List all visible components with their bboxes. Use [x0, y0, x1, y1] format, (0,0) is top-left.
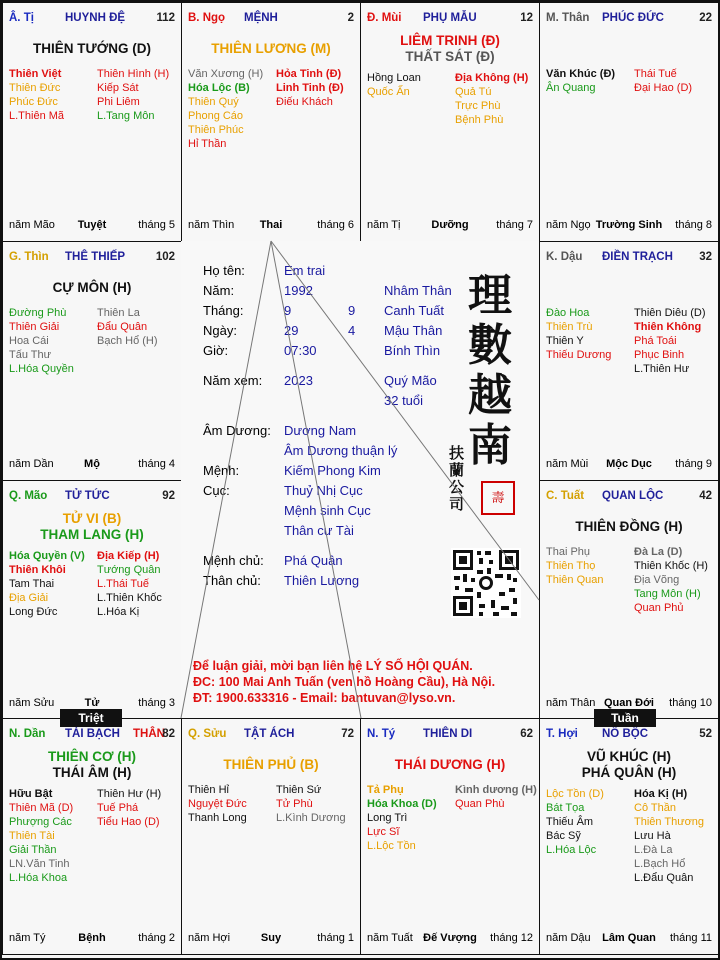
footer-year: năm Tuất — [367, 932, 413, 944]
minor-star: L.Hóa Kị — [97, 606, 140, 618]
footer-month: tháng 9 — [675, 458, 712, 470]
footer-trang-sinh: Đế Vượng — [423, 932, 477, 944]
minor-star: Thiên Quan — [546, 574, 604, 586]
minor-star: Bát Tọa — [546, 802, 585, 814]
minor-star: Long Đức — [9, 606, 58, 618]
main-star: THÁI ÂM (H) — [52, 765, 132, 780]
minor-star: L.Thái Tuế — [97, 578, 149, 590]
value-than-chu: Thiên Lương — [284, 573, 360, 588]
footer-trang-sinh: Quan Đới — [604, 697, 654, 709]
minor-star: Hóa Lộc (B) — [188, 82, 250, 94]
minor-star: Thiên Quý — [188, 96, 239, 108]
palace-name: PHÚC ĐỨC — [602, 12, 664, 24]
palace-name: THÊ THIẾP — [65, 251, 126, 263]
value-gio-can-chi: Bính Thìn — [384, 343, 441, 358]
footer-month: tháng 3 — [138, 697, 175, 709]
palace-can-chi: T. Hợi — [546, 728, 578, 740]
footer-trang-sinh: Tử — [84, 697, 100, 709]
minor-star: Thiếu Âm — [546, 816, 594, 828]
main-star: VŨ KHÚC (H) — [587, 749, 671, 764]
minor-star: Bác Sỹ — [546, 830, 581, 842]
palace-dai-han-age: 12 — [520, 12, 533, 24]
minor-star: Thanh Long — [188, 812, 247, 824]
minor-star: Trực Phù — [455, 100, 501, 112]
minor-star: Hỉ Thần — [188, 138, 227, 150]
minor-star: Hóa Quyền (V) — [9, 550, 85, 562]
value-thang-am: 9 — [348, 303, 356, 318]
minor-star: Văn Xương (H) — [188, 68, 264, 80]
minor-star: L.Lộc Tồn — [367, 840, 416, 852]
minor-star: Lộc Tồn (D) — [546, 788, 604, 800]
minor-star: Thai Phụ — [546, 546, 591, 558]
calligraphy-logo: 理 數 越 南 — [468, 270, 512, 471]
minor-star: Thiên Hư (H) — [97, 788, 162, 800]
minor-star: Thiên Diêu (D) — [634, 307, 706, 319]
minor-star: Bạch Hổ (H) — [97, 335, 158, 347]
palace-can-chi: M. Thân — [546, 12, 590, 24]
minor-star: Quốc Ấn — [367, 86, 410, 98]
footer-trang-sinh: Bệnh — [78, 932, 106, 944]
palace-can-chi: Q. Mão — [9, 490, 48, 502]
main-star: THẤT SÁT (Đ) — [405, 49, 495, 64]
value-gio: 07:30 — [284, 343, 317, 358]
footer-month: tháng 5 — [138, 219, 175, 231]
value-nam-can-chi: Nhâm Thân — [384, 283, 452, 298]
value-thang-can-chi: Canh Tuất — [384, 303, 444, 318]
minor-star: Địa Giải — [9, 592, 49, 604]
footer-year: năm Ngọ — [546, 219, 591, 231]
minor-star: Đại Hao (D) — [634, 82, 693, 94]
palace-name: HUYNH ĐỆ — [65, 12, 126, 24]
footer-year: năm Sửu — [9, 697, 55, 709]
minor-star: Đẩu Quân — [97, 321, 148, 333]
minor-star: Đường Phù — [9, 307, 67, 319]
minor-star: Linh Tinh (Đ) — [276, 82, 344, 94]
main-star: LIÊM TRINH (Đ) — [400, 33, 500, 48]
palace-dai-han-age: 52 — [699, 728, 712, 740]
palace-can-chi: Â. Tị — [9, 12, 34, 24]
palace-can-chi: Q. Sửu — [188, 728, 227, 740]
minor-star: Tả Phụ — [367, 784, 404, 796]
minor-star: Tam Thai — [9, 578, 55, 590]
footer-year: năm Tị — [367, 219, 401, 231]
label-thang: Tháng: — [203, 303, 244, 318]
value-tuoi: 32 tuổi — [384, 393, 424, 408]
palace-dai-han-age: 112 — [156, 12, 175, 24]
minor-star: Điếu Khách — [276, 96, 333, 108]
footer-trang-sinh: Dưỡng — [431, 219, 469, 231]
value-am-duong-ly: Âm Dương thuận lý — [284, 443, 398, 458]
minor-star: Kiếp Sát — [97, 82, 139, 94]
line-menh-quan — [271, 241, 539, 600]
minor-star: Địa Kiếp (H) — [97, 550, 160, 562]
palace-dai-han-age: 92 — [162, 490, 175, 502]
footer-year: năm Thìn — [188, 219, 235, 231]
footer-year: năm Hợi — [188, 932, 231, 944]
minor-star: Hồng Loan — [367, 72, 421, 84]
palace-can-chi: K. Dậu — [546, 251, 583, 263]
minor-star: Phượng Các — [9, 816, 72, 828]
value-ngay-am: 4 — [348, 323, 356, 338]
footer-trang-sinh: Trường Sinh — [595, 219, 663, 231]
minor-star: L.Thiên Mã — [9, 110, 65, 122]
palace-name: QUAN LỘC — [602, 490, 664, 502]
label-than-chu: Thân chủ: — [203, 573, 261, 588]
palace-name: ĐIỀN TRẠCH — [602, 251, 673, 263]
value-nam-xem: 2023 — [284, 373, 313, 388]
minor-star: Địa Không (H) — [455, 72, 529, 84]
footer-trang-sinh: Thai — [259, 219, 283, 231]
value-ngay-can-chi: Mậu Thân — [384, 323, 443, 338]
main-star: THÁI DƯƠNG (H) — [394, 757, 506, 772]
footer-month: tháng 1 — [317, 932, 354, 944]
palace-name: TÀI BẠCH — [65, 728, 120, 740]
main-star: CỰ MÔN (H) — [52, 280, 132, 295]
minor-star: Quan Phù — [455, 798, 505, 810]
value-thang: 9 — [284, 303, 292, 318]
minor-star: Thiên La — [97, 307, 140, 319]
palace-dai-han-age: 2 — [347, 12, 354, 24]
minor-star: L.Thiên Khốc — [97, 592, 162, 604]
minor-star: Thiên Thương — [634, 816, 705, 828]
label-gio: Giờ: — [203, 343, 229, 358]
minor-star: LN.Văn Tinh — [9, 858, 70, 870]
minor-star: Tử Phù — [276, 798, 313, 810]
minor-star: Tuế Phá — [97, 802, 139, 814]
minor-star: Hữu Bật — [9, 788, 53, 800]
footer-year: năm Mùi — [546, 458, 589, 470]
palace-name: MỆNH — [244, 12, 278, 24]
minor-star: Địa Võng — [634, 574, 680, 586]
minor-star: Văn Khúc (Đ) — [546, 68, 616, 80]
palace-name: THIÊN DI — [423, 728, 473, 740]
footer-year: năm Mão — [9, 219, 55, 231]
minor-star: Kình dương (H) — [455, 784, 537, 796]
main-star: THIÊN ĐỒNG (H) — [575, 519, 683, 534]
value-cuc: Thuỷ Nhị Cục — [284, 483, 363, 498]
minor-star: Thiên Tài — [9, 830, 55, 842]
footer-month: tháng 12 — [490, 932, 533, 944]
minor-star: Tang Môn (H) — [634, 588, 701, 600]
minor-star: Quan Phủ — [634, 602, 684, 614]
minor-star: Tướng Quân — [97, 564, 161, 576]
palace-dai-han-age: 62 — [520, 728, 533, 740]
value-nam: 1992 — [284, 283, 313, 298]
footer-trang-sinh: Mộc Dục — [606, 458, 652, 470]
footer-year: năm Dậu — [546, 932, 591, 944]
palace-dai-han-age: 22 — [699, 12, 712, 24]
minor-star: Thiên Hỉ — [188, 784, 229, 796]
value-than-cu: Thân cư Tài — [284, 523, 354, 538]
minor-star: Phúc Đức — [9, 96, 58, 108]
minor-star: L.Hóa Quyền — [9, 363, 74, 375]
palace-name: TẬT ÁCH — [244, 728, 295, 740]
minor-star: L.Đà La — [634, 844, 673, 856]
main-star: THIÊN PHỦ (B) — [223, 757, 319, 772]
palace-can-chi: C. Tuất — [546, 490, 585, 502]
minor-star: Thiên Mã (D) — [9, 802, 74, 814]
palace-can-chi: G. Thìn — [9, 251, 49, 263]
palace-dai-han-age: 32 — [699, 251, 712, 263]
minor-star: L.Thiên Hư — [634, 363, 690, 375]
minor-star: Thiên Trù — [546, 321, 593, 333]
contact-line-1: Để luận giải, mời bạn liên hệ LÝ SỐ HỘI QUÁN. — [193, 659, 473, 673]
minor-star: Thiên Giải — [9, 321, 60, 333]
value-ho-ten: Em trai — [284, 263, 326, 278]
minor-star: Thiên Việt — [9, 68, 62, 80]
minor-star: Cô Thần — [634, 802, 676, 814]
palace-dai-han-age: 72 — [341, 728, 354, 740]
palace-can-chi: B. Ngọ — [188, 12, 226, 24]
label-am-duong: Âm Dương: — [203, 423, 271, 438]
footer-year: năm Thân — [546, 697, 596, 709]
footer-trang-sinh: Mộ — [84, 458, 100, 470]
label-ho-ten: Họ tên: — [203, 263, 245, 278]
main-star: THIÊN TƯỚNG (D) — [33, 41, 151, 56]
value-nam-xem-can-chi: Quý Mão — [384, 373, 437, 388]
minor-star: Nguyệt Đức — [188, 798, 247, 810]
palace-dai-han-age: 82 — [162, 728, 175, 740]
value-am-duong: Dương Nam — [284, 423, 357, 438]
minor-star: L.Kình Dương — [276, 812, 346, 824]
label-menh: Mệnh: — [203, 463, 240, 478]
footer-month: tháng 10 — [669, 697, 712, 709]
minor-star: L.Bạch Hổ — [634, 858, 686, 870]
footer-trang-sinh: Lâm Quan — [602, 932, 656, 944]
minor-star: Thái Tuế — [634, 68, 677, 80]
minor-star: Hóa Khoa (D) — [367, 798, 437, 810]
footer-month: tháng 2 — [138, 932, 175, 944]
palace-name: TỬ TỨC — [65, 490, 110, 502]
minor-star: L.Hóa Lộc — [546, 844, 597, 856]
line-menh-di — [271, 241, 361, 718]
minor-star: Phá Toái — [634, 335, 677, 347]
minor-star: Phục Binh — [634, 349, 685, 361]
label-menh-chu: Mệnh chủ: — [203, 553, 264, 568]
palace-name: PHỤ MẪU — [423, 12, 477, 24]
label-ngay: Ngày: — [203, 323, 237, 338]
minor-star: Phi Liêm — [97, 96, 140, 108]
palace-dai-han-age: 42 — [699, 490, 712, 502]
minor-star: Lực Sĩ — [367, 826, 400, 838]
minor-star: Thiên Khôi — [9, 564, 66, 576]
minor-star: Hóa Kị (H) — [634, 788, 688, 800]
minor-star: Thiên Sứ — [276, 784, 322, 796]
minor-star: Tấu Thư — [9, 349, 52, 361]
main-star: TỬ VI (B) — [62, 511, 122, 526]
footer-year: năm Dần — [9, 458, 54, 470]
minor-star: Thiên Y — [546, 335, 584, 347]
value-menh-chu: Phá Quân — [284, 553, 343, 568]
main-star: PHÁ QUÂN (H) — [581, 765, 677, 780]
minor-star: Thiên Phúc — [188, 124, 244, 136]
minor-star: Đà La (D) — [634, 546, 683, 558]
minor-star: Thiên Đức — [9, 82, 61, 94]
main-star: THIÊN CƠ (H) — [47, 749, 136, 764]
footer-month: tháng 8 — [675, 219, 712, 231]
footer-month: tháng 11 — [669, 932, 712, 944]
than-marker: THÂN — [133, 728, 165, 740]
minor-star: Thiên Khốc (H) — [634, 560, 708, 572]
label-cuc: Cục: — [203, 483, 230, 498]
label-nam: Năm: — [203, 283, 235, 298]
contact-phone-email[interactable]: ĐT: 1900.633316 - Email: bantuvan@lyso.vn. — [193, 691, 456, 705]
contact-address: ĐC: 100 Mai Anh Tuấn (ven hồ Hoàng Cầu), Hà Nội. — [193, 675, 496, 689]
minor-star: Tiểu Hao (D) — [97, 816, 160, 828]
minor-star: Phong Cáo — [188, 110, 244, 122]
calligraphy-small: 扶 蘭 公 司 — [449, 444, 465, 513]
minor-star: L.Tang Môn — [97, 110, 155, 122]
palace-dai-han-age: 102 — [155, 251, 175, 263]
minor-star: L.Đẩu Quân — [634, 872, 694, 884]
main-star: THIÊN LƯƠNG (M) — [211, 41, 331, 56]
palace-can-chi: Đ. Mùi — [367, 12, 402, 24]
minor-star: Thiên Không — [634, 321, 702, 333]
footer-month: tháng 7 — [496, 219, 533, 231]
minor-star: Hoa Cái — [9, 335, 49, 347]
minor-star: L.Hóa Khoa — [9, 872, 68, 884]
footer-trang-sinh: Tuyệt — [77, 219, 107, 231]
minor-star: Thiên Thọ — [546, 560, 596, 572]
minor-star: Đào Hoa — [546, 307, 590, 319]
value-menh: Kiếm Phong Kim — [284, 463, 381, 478]
label-nam-xem: Năm xem: — [203, 373, 263, 388]
palace-name: NÔ BỘC — [602, 728, 648, 740]
minor-star: Quả Tú — [455, 86, 492, 98]
main-star: THAM LANG (H) — [40, 527, 144, 542]
minor-star: Thiên Hình (H) — [97, 68, 170, 80]
minor-star: Giải Thần — [9, 844, 57, 856]
minor-star: Bệnh Phù — [455, 114, 504, 126]
line-menh-tai — [181, 241, 271, 718]
palace-can-chi: N. Tý — [367, 728, 396, 740]
palace-can-chi: N. Dần — [9, 728, 46, 740]
footer-year: năm Tý — [9, 932, 46, 944]
minor-star: Long Trì — [367, 812, 408, 824]
minor-star: Ân Quang — [546, 82, 596, 94]
value-ngay: 29 — [284, 323, 299, 338]
triet-marker: Triệt — [60, 709, 122, 727]
minor-star: Hỏa Tinh (Đ) — [276, 68, 342, 80]
footer-month: tháng 4 — [138, 458, 175, 470]
red-seal-stamp: 壽 — [481, 481, 515, 515]
minor-star: Thiếu Dương — [546, 349, 612, 361]
minor-star: Lưu Hà — [634, 830, 671, 842]
value-menh-sinh-cuc: Mệnh sinh Cục — [284, 503, 371, 518]
footer-trang-sinh: Suy — [260, 932, 282, 944]
tuan-marker: Tuần — [594, 709, 656, 727]
footer-month: tháng 6 — [317, 219, 354, 231]
